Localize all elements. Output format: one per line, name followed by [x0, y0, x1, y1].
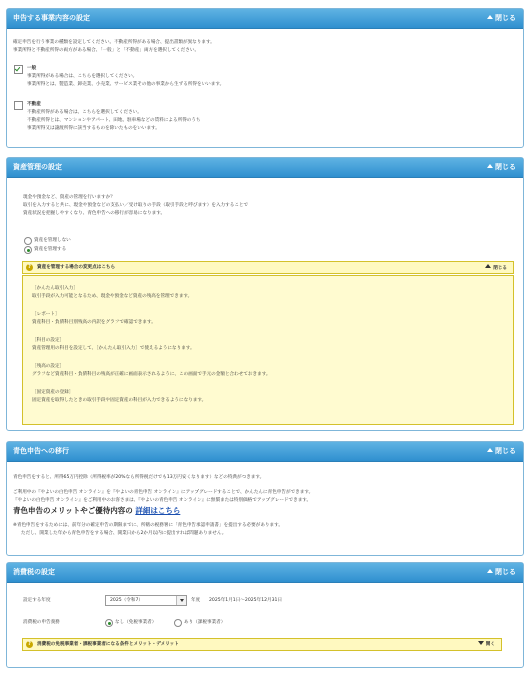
manage-yes-radio[interactable]	[24, 246, 32, 254]
triangle-up-icon	[487, 15, 493, 19]
collapse-toggle[interactable]: 閉じる	[487, 158, 516, 177]
section-title: 消費税の設定	[13, 568, 55, 576]
section-title: 資産管理の設定	[13, 163, 62, 171]
consumption-tax-section	[6, 562, 524, 668]
business-type-section	[6, 8, 524, 148]
exempt-label: なし（免税事業者）	[115, 620, 157, 625]
exempt-radio[interactable]	[105, 619, 113, 627]
note: ※青色申告をするためには、前年分の確定申告の期限までに、所轄の税務署に「青色申告承認申請書」を提出する必要があります。	[13, 523, 283, 528]
year-label: 設定する年度	[23, 598, 51, 603]
realestate-desc: 不動産所得とは、マンションやアパート、田地、駐車場などの賃料による所得のうち	[27, 118, 201, 123]
collapse-toggle[interactable]: 閉じる	[487, 9, 516, 28]
item-desc: グラフなど資産科目・負債科目の残高が正確に画面表示されるように、この画面で手元の金額と合わせておきます。	[32, 372, 271, 377]
item-desc: 資産管理用の科目を設定して、［かんたん取引入力］で使えるようになります。	[32, 346, 195, 351]
realestate-desc: 事業所得又は譲渡所得に該当するものを除いたものをいいます。	[27, 126, 160, 131]
report-label: 消費税の申告義務	[23, 620, 60, 625]
taxable-label: あり（課税事業者）	[184, 620, 226, 625]
tax-info-title: 消費税の免税事業者・課税事業者になる条件とメリット・デメリット	[37, 642, 179, 647]
manage-yes-label: 資産を管理する	[34, 247, 67, 252]
description: 『やよいの白色申告 オンライン』をご利用中のお客さまは、『やよいの青色申告 オンライン』に無償または特別価格でアップグレードできます。	[13, 498, 312, 503]
realestate-label: 不動産	[27, 102, 41, 107]
description: 資産状況を把握しやすくなり、青色申告への移行が容易になります。	[23, 211, 166, 216]
realestate-checkbox[interactable]	[14, 101, 23, 110]
section-header	[7, 563, 523, 583]
description: 青色申告をすると、所得65万円控除（所得税率が20%なら所得税だけでも13万円安くなります）などの特典がつきます。	[13, 475, 265, 480]
asset-info-toggle[interactable]	[22, 261, 514, 274]
description: 事業所得と不動産所得の両方がある場合、「一般」と「不動産」両方を選択してください。	[13, 48, 200, 53]
general-checkbox[interactable]	[14, 65, 23, 74]
asset-management-section	[6, 157, 524, 431]
description: 確定申告を行う事業の種類を設定してください。不動産所得がある場合、提出書類が異なります。	[13, 40, 215, 45]
section-title: 青色申告への移行	[13, 447, 69, 455]
collapse-toggle[interactable]: 閉じる	[487, 563, 516, 582]
description: 取引を入力すると共に、現金や預金などの支払い／受け取りの手段（取引手段と呼びます）を入力することで	[23, 203, 249, 208]
general-desc: 事業所得がある場合は、こちらを選択してください。	[27, 74, 138, 79]
section-header	[7, 442, 523, 462]
year-suffix: 年度	[191, 598, 201, 603]
item-heading: ［固定資産の登録］	[32, 390, 74, 395]
blue-return-benefits: 青色申告のメリットやご優待内容の 詳細はこちら	[13, 506, 181, 515]
collapse-toggle[interactable]: 閉じる	[487, 442, 516, 461]
item-heading: ［科目の設定］	[32, 338, 65, 343]
triangle-up-icon	[485, 264, 491, 268]
triangle-up-icon	[487, 164, 493, 168]
tax-info-expand[interactable]: 開く	[478, 641, 495, 648]
details-link[interactable]: 詳細はこちら	[135, 506, 181, 515]
dropdown-arrow-icon	[176, 596, 186, 605]
triangle-down-icon	[478, 641, 484, 645]
manage-no-label: 資産を管理しない	[34, 238, 71, 243]
item-heading: ［レポート］	[32, 312, 60, 317]
description: ご利用中の『やよいの白色申告 オンライン』を『やよいの青色申告 オンライン』にアップグレードすることで、かんたんに青色申告ができます。	[13, 490, 314, 495]
manage-no-radio[interactable]	[24, 237, 32, 245]
question-icon: ?	[26, 264, 33, 271]
note: ただし、開業した年から青色申告をする場合、開業日から2か月以内に提出すれば問題ありません。	[21, 531, 227, 536]
item-heading: ［かんたん取引入力］	[32, 286, 78, 291]
item-desc: 固定資産を取得したときの取引手段や固定資産の科目が入力できるようになります。	[32, 398, 207, 403]
item-desc: 取引手段が入力可能となるため、現金や預金など資産の残高を管理できます。	[32, 294, 193, 299]
tax-period: 2025年1月1日〜2025年12月31日	[209, 598, 283, 603]
triangle-up-icon	[487, 569, 493, 573]
triangle-up-icon	[487, 448, 493, 452]
question-icon: ?	[26, 641, 33, 648]
general-desc: 事業所得とは、製造業、卸売業、小売業、サービス業その他の事業から生ずる所得をいいます。	[27, 82, 225, 87]
section-header	[7, 158, 523, 178]
realestate-desc: 不動産所得がある場合は、こちらを選択してください。	[27, 110, 142, 115]
tax-info-toggle[interactable]	[22, 638, 502, 651]
question: 現金や預金など、資産の管理を行いますか？	[23, 195, 115, 200]
blue-return-section	[6, 441, 524, 556]
asset-info-title: 資産を管理する場合の変更点はこちら	[37, 265, 116, 270]
item-desc: 資産科目・負債科目別残高の内訳をグラフで確認できます。	[32, 320, 156, 325]
item-heading: ［残高の設定］	[32, 364, 65, 369]
asset-info-collapse[interactable]: 閉じる	[485, 264, 507, 272]
asset-info-panel	[22, 275, 514, 425]
taxable-radio[interactable]	[174, 619, 182, 627]
section-header	[7, 9, 523, 29]
year-select[interactable]: 2025（令和7）	[105, 595, 187, 606]
general-label: 一般	[27, 66, 37, 71]
section-title: 申告する事業内容の設定	[13, 14, 90, 22]
